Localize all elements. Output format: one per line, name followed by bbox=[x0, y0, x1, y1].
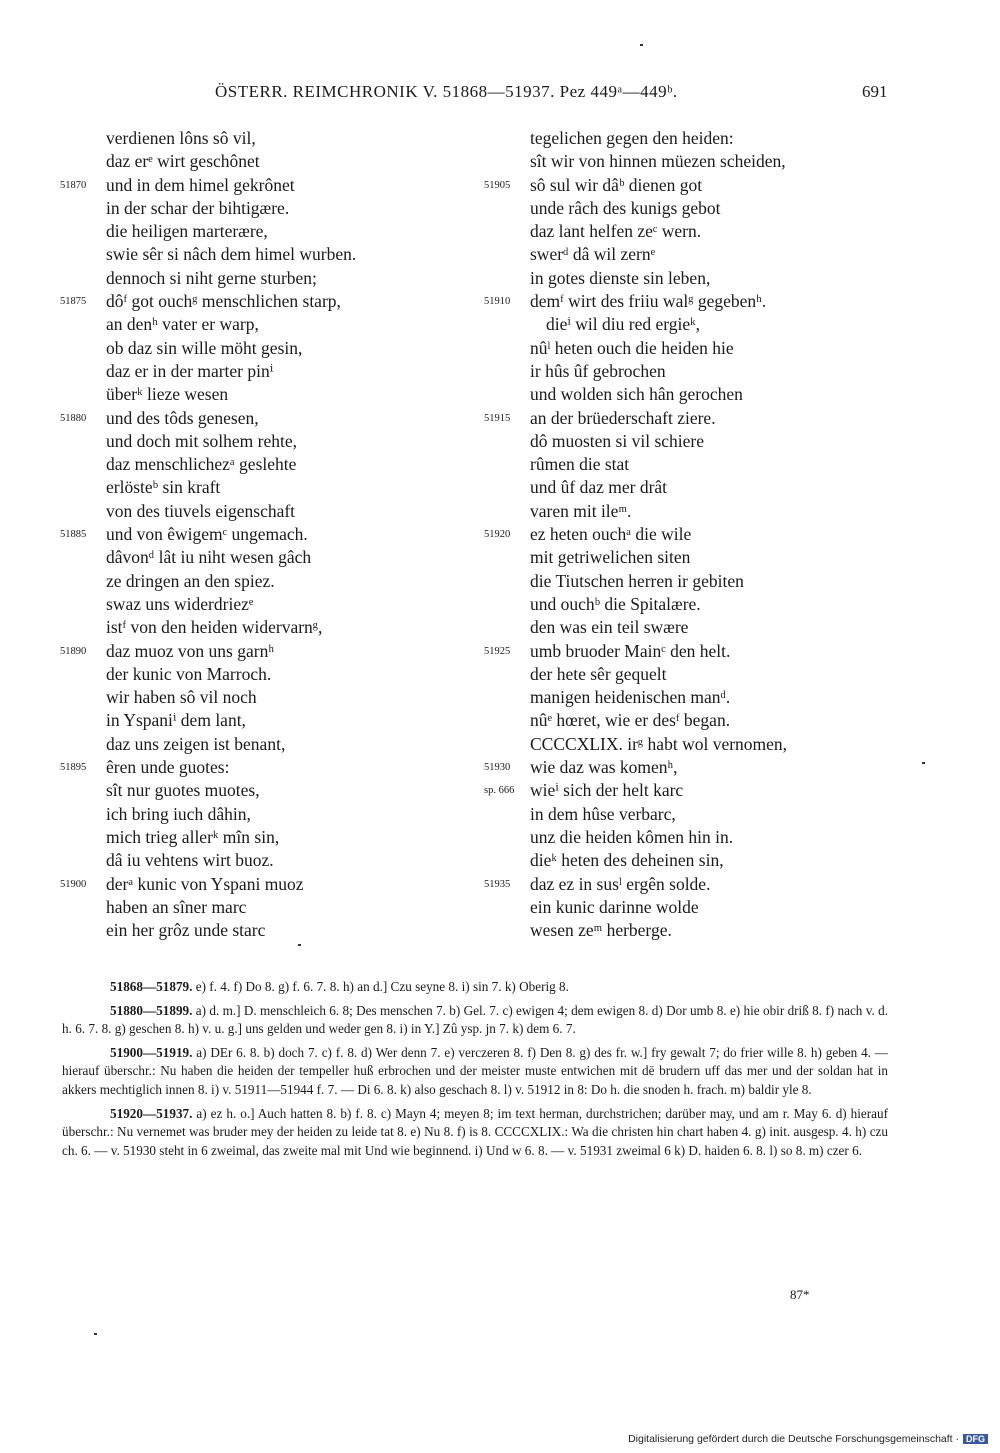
verse-text: ir hûs ûf gebrochen bbox=[530, 360, 666, 381]
verse-text: dennoch si niht gerne sturben; bbox=[106, 267, 317, 288]
verse-line bbox=[484, 849, 904, 872]
verse-text: sît nur guotes muotes, bbox=[106, 780, 260, 801]
verse-text: dôᶠ got ouchᵍ menschlichen starp, bbox=[106, 291, 341, 312]
verse-line bbox=[60, 640, 480, 663]
scan-speck bbox=[640, 44, 643, 46]
verse-text: der hete sêr gequelt bbox=[530, 663, 667, 684]
verse-line bbox=[484, 779, 904, 802]
footnotes bbox=[62, 978, 888, 1165]
verse-text: wir haben sô vil noch bbox=[106, 687, 257, 708]
verse-line bbox=[60, 686, 480, 709]
verse-line bbox=[484, 290, 904, 313]
verse-line bbox=[484, 593, 904, 616]
line-number: 51910 bbox=[484, 296, 511, 308]
verse-text: und ûf daz mer drât bbox=[530, 477, 668, 498]
verse-text: und von êwigemᶜ ungemach. bbox=[106, 524, 308, 545]
dfg-logo: DFG bbox=[963, 1434, 988, 1444]
verse-line bbox=[484, 267, 904, 290]
verse-text: manigen heidenischen manᵈ. bbox=[530, 687, 731, 708]
verse-text: in der schar der bihtigære. bbox=[106, 197, 290, 218]
verse-text: daz muoz von uns garnʰ bbox=[106, 640, 274, 661]
verse-line bbox=[484, 383, 904, 406]
verse-line bbox=[60, 733, 480, 756]
verse-line bbox=[484, 220, 904, 243]
verse-text: swerᵈ dâ wil zernᵉ bbox=[530, 244, 656, 265]
verse-line bbox=[60, 220, 480, 243]
verse-line bbox=[484, 546, 904, 569]
line-number: 51920 bbox=[484, 529, 511, 541]
verse-text: haben an sîner marc bbox=[106, 896, 247, 917]
verse-line bbox=[484, 640, 904, 663]
verse-text: mit getriwelichen siten bbox=[530, 547, 691, 568]
scan-speck bbox=[298, 944, 301, 946]
verse-line bbox=[484, 313, 904, 336]
verse-text: ein kunic darinne wolde bbox=[530, 896, 699, 917]
verse-text: erlösteᵇ sin kraft bbox=[106, 477, 221, 498]
verse-text: wieⁱ sich der helt karc bbox=[530, 780, 684, 801]
line-number: 51880 bbox=[60, 412, 87, 424]
footer-credit bbox=[628, 1433, 988, 1445]
footer-text: Digitalisierung gefördert durch die Deutsche Forschungsgemeinschaft · bbox=[628, 1433, 959, 1445]
verse-text: daz erᵉ wirt geschônet bbox=[106, 151, 260, 172]
verse-text: demᶠ wirt des friiu walᵍ gegebenʰ. bbox=[530, 291, 767, 312]
verse-line bbox=[484, 127, 904, 150]
line-number: 51875 bbox=[60, 296, 87, 308]
verse-line bbox=[60, 197, 480, 220]
verse-line bbox=[484, 150, 904, 173]
verse-line bbox=[484, 616, 904, 639]
verse-text: tegelichen gegen den heiden: bbox=[530, 128, 734, 148]
verse-text: in gotes dienste sin leben, bbox=[530, 267, 711, 288]
verse-text: an denʰ vater er warp, bbox=[106, 314, 259, 335]
verse-line bbox=[60, 150, 480, 173]
verse-text: ze dringen an den spiez. bbox=[106, 570, 275, 591]
verse-line bbox=[484, 197, 904, 220]
verse-line bbox=[60, 500, 480, 523]
verse-text: dieᵏ heten des deheinen sin, bbox=[530, 850, 724, 871]
sheet-signature: 87* bbox=[790, 1287, 810, 1302]
verse-line bbox=[60, 337, 480, 360]
verse-text: und wolden sich hân gerochen bbox=[530, 384, 743, 405]
verse-line bbox=[484, 500, 904, 523]
verse-line bbox=[60, 616, 480, 639]
verse-line bbox=[484, 803, 904, 826]
line-number: 51930 bbox=[484, 762, 511, 774]
line-number: 51895 bbox=[60, 762, 87, 774]
verse-text: daz menschlichezᵃ geslehte bbox=[106, 454, 297, 475]
verse-text: wie daz was komenʰ, bbox=[530, 757, 678, 778]
verse-text: swaz uns widerdriezᵉ bbox=[106, 593, 254, 614]
verse-text: sô sul wir dâᵇ dienen got bbox=[530, 174, 703, 195]
verse-text: an der brüederschaft ziere. bbox=[530, 407, 716, 428]
verse-line bbox=[60, 570, 480, 593]
footnote-text: a) ez h. o.] Auch hatten 8. b) f. 8. c) Mayn 4; meyen 8; im text herman, durchstrichen; darüber may, und am r. May 6. d) hierauf überschr.: Nu vernemet was bruder mey der heiden zu leide tat 8. e) Nu 8. f) is 8. CCCCXLIX.: Wa die christen hin chart haben 4. g) init. ausgesp. 4. h) czu ch. 6. — v. 51930 steht in 6 zweimal, das zweite mal mit Und wie beginnend. i) Und w 6. 8. — v. 51931 zweimal 6 k) D. haiden 6. 8. l) so 8. m) czer 6. bbox=[62, 1105, 889, 1158]
verse-line bbox=[60, 476, 480, 499]
verse-line bbox=[484, 243, 904, 266]
line-number: 51935 bbox=[484, 878, 511, 890]
verse-line bbox=[484, 453, 904, 476]
verse-text: unde râch des kunigs gebot bbox=[530, 197, 721, 218]
verse-text: swie sêr si nâch dem himel wurben. bbox=[106, 244, 357, 265]
verse-text: dô muosten si vil schiere bbox=[530, 430, 705, 451]
verse-text: dâ iu vehtens wirt buoz. bbox=[106, 850, 274, 871]
verse-text: ob daz sin wille möht gesin, bbox=[106, 337, 303, 358]
verse-text: verdienen lôns sô vil, bbox=[106, 128, 256, 148]
verse-line bbox=[484, 523, 904, 546]
line-number: 51885 bbox=[60, 529, 87, 541]
footnote-text: e) f. 4. f) Do 8. g) f. 6. 7. 8. h) an d.] Czu seyne 8. i) sin 7. k) Oberig 8. bbox=[195, 979, 569, 994]
verse-text: daz ez in susˡ ergên solde. bbox=[530, 873, 711, 894]
verse-text: in Yspaniⁱ dem lant, bbox=[106, 710, 246, 731]
footnote-range: 51900—51919. bbox=[110, 1044, 193, 1060]
footnote-group bbox=[62, 1105, 888, 1161]
verse-text: dieⁱ wil diu red ergieᵏ, bbox=[546, 314, 701, 335]
verse-line bbox=[484, 826, 904, 849]
left-verse-column bbox=[60, 127, 480, 942]
verse-line bbox=[484, 360, 904, 383]
verse-line bbox=[484, 709, 904, 732]
verse-text: ein her grôz unde starc bbox=[106, 920, 266, 941]
line-number: 51890 bbox=[60, 645, 87, 657]
line-number: sp. 666 bbox=[484, 785, 515, 797]
verse-line bbox=[60, 919, 480, 942]
verse-line bbox=[484, 873, 904, 896]
verse-text: überᵏ lieze wesen bbox=[106, 384, 229, 405]
verse-text: rûmen die stat bbox=[530, 454, 630, 475]
verse-text: varen mit ileᵐ. bbox=[530, 500, 632, 521]
verse-text: istᶠ von den heiden widervarnᵍ, bbox=[106, 617, 323, 638]
page-number: 691 bbox=[862, 82, 888, 101]
verse-line bbox=[60, 803, 480, 826]
footnote-text: a) d. m.] D. menschleich 6. 8; Des menschen 7. b) Gel. 7. c) ewigen 4; dem ewigen 8. d) Dor umb 8. e) hie obir driß 8. f) nach v. d. h. 6. 7. 8. g) geschen 8. h) v. u. g.] uns gelden und weder gen 8. i) in Y.] Zû ysp. jn 7. k) dem 6. 7. bbox=[62, 1002, 889, 1037]
running-title: ÖSTERR. REIMCHRONIK V. 51868—51937. Pez 449ᵃ—449ᵇ. bbox=[215, 82, 678, 101]
scan-speck bbox=[922, 762, 925, 764]
verse-text: von des tiuvels eigenschaft bbox=[106, 500, 296, 521]
line-number: 51870 bbox=[60, 179, 87, 191]
verse-text: ich bring iuch dâhin, bbox=[106, 803, 251, 824]
verse-line bbox=[60, 826, 480, 849]
verse-text: der kunic von Marroch. bbox=[106, 663, 272, 684]
verse-line bbox=[60, 663, 480, 686]
verse-text: und in dem himel gekrônet bbox=[106, 174, 295, 195]
verse-text: daz er in der marter pinⁱ bbox=[106, 360, 274, 381]
footnote-group bbox=[62, 1044, 888, 1100]
verse-text: derᵃ kunic von Yspani muoz bbox=[106, 873, 304, 894]
verse-line bbox=[60, 896, 480, 919]
footnote-group bbox=[62, 978, 888, 997]
verse-line bbox=[484, 733, 904, 756]
verse-line bbox=[484, 686, 904, 709]
verse-line bbox=[60, 779, 480, 802]
verse-line bbox=[484, 174, 904, 197]
verse-line bbox=[60, 756, 480, 779]
verse-line bbox=[60, 243, 480, 266]
line-number: 51925 bbox=[484, 645, 511, 657]
verse-line bbox=[60, 407, 480, 430]
verse-text: umb bruoder Mainᶜ den helt. bbox=[530, 640, 731, 661]
verse-line bbox=[60, 709, 480, 732]
verse-text: unz die heiden kômen hin in. bbox=[530, 826, 734, 847]
verse-text: êren unde guotes: bbox=[106, 757, 230, 778]
verse-text: den was ein teil swære bbox=[530, 617, 689, 638]
page-header bbox=[0, 82, 1000, 110]
line-number: 51915 bbox=[484, 412, 511, 424]
verse-line bbox=[60, 523, 480, 546]
verse-line bbox=[60, 383, 480, 406]
verse-line bbox=[60, 546, 480, 569]
verse-line bbox=[60, 849, 480, 872]
line-number: 51900 bbox=[60, 878, 87, 890]
verse-text: in dem hûse verbarc, bbox=[530, 803, 676, 824]
verse-line bbox=[484, 407, 904, 430]
verse-text: und ouchᵇ die Spitalære. bbox=[530, 593, 701, 614]
footnote-group bbox=[62, 1002, 888, 1039]
verse-line bbox=[60, 174, 480, 197]
verse-line bbox=[60, 453, 480, 476]
verse-text: und doch mit solhem rehte, bbox=[106, 430, 298, 451]
verse-line bbox=[60, 290, 480, 313]
verse-line bbox=[484, 476, 904, 499]
verse-text: mich trieg allerᵏ mîn sin, bbox=[106, 826, 280, 847]
verse-line bbox=[60, 430, 480, 453]
right-verse-column bbox=[484, 127, 904, 942]
verse-line bbox=[484, 663, 904, 686]
footnote-range: 51920—51937. bbox=[110, 1105, 193, 1121]
line-number: 51905 bbox=[484, 179, 511, 191]
verse-text: nûᵉ hœret, wie er desᶠ began. bbox=[530, 710, 731, 731]
verse-text: daz lant helfen zeᶜ wern. bbox=[530, 221, 702, 242]
verse-text: wesen zeᵐ herberge. bbox=[530, 920, 672, 941]
verse-text: daz uns zeigen ist benant, bbox=[106, 733, 286, 754]
verse-line bbox=[60, 127, 480, 150]
verse-line bbox=[484, 337, 904, 360]
footnote-range: 51880—51899. bbox=[110, 1002, 193, 1018]
verse-text: ez heten ouchᵃ die wile bbox=[530, 524, 692, 545]
verse-text: die heiligen marterære, bbox=[106, 221, 268, 242]
verse-text: sît wir von hinnen müezen scheiden, bbox=[530, 151, 786, 172]
verse-line bbox=[484, 756, 904, 779]
verse-line bbox=[484, 570, 904, 593]
verse-line bbox=[484, 896, 904, 919]
verse-text: die Tiutschen herren ir gebiten bbox=[530, 570, 744, 591]
verse-text: nûˡ heten ouch die heiden hie bbox=[530, 337, 734, 358]
footnote-text: a) DEr 6. 8. b) doch 7. c) f. 8. d) Wer denn 7. e) verczeren 8. f) Den 8. g) des fr. w.] fry gewalt 7; do frier wille 8. h) geben 4. — hierauf überschr.: Nu haben die heiden der tempeller huß erbrochen und der meister muste entwichen mit dē brudern uff das mer und der soldan hat in akkers mechtiglich innen 8. i) v. 51911—51944 f. 7. — Di 6. 8. k) also geschach 8. l) v. 51912 in 8: Do h. die snoden h. frach. m) baldir yle 8. bbox=[62, 1044, 888, 1097]
verse-text: CCCCXLIX. irᵍ habt wol vernomen, bbox=[530, 733, 788, 754]
verse-text: dâvonᵈ lât iu niht wesen gâch bbox=[106, 547, 312, 568]
footnote-range: 51868—51879. bbox=[110, 979, 193, 994]
verse-line bbox=[484, 919, 904, 942]
verse-text: und des tôds genesen, bbox=[106, 407, 259, 428]
verse-line bbox=[60, 593, 480, 616]
verse-line bbox=[60, 360, 480, 383]
verse-line bbox=[60, 267, 480, 290]
verse-line bbox=[60, 313, 480, 336]
scan-speck bbox=[94, 1333, 97, 1335]
verse-line bbox=[60, 873, 480, 896]
verse-line bbox=[484, 430, 904, 453]
